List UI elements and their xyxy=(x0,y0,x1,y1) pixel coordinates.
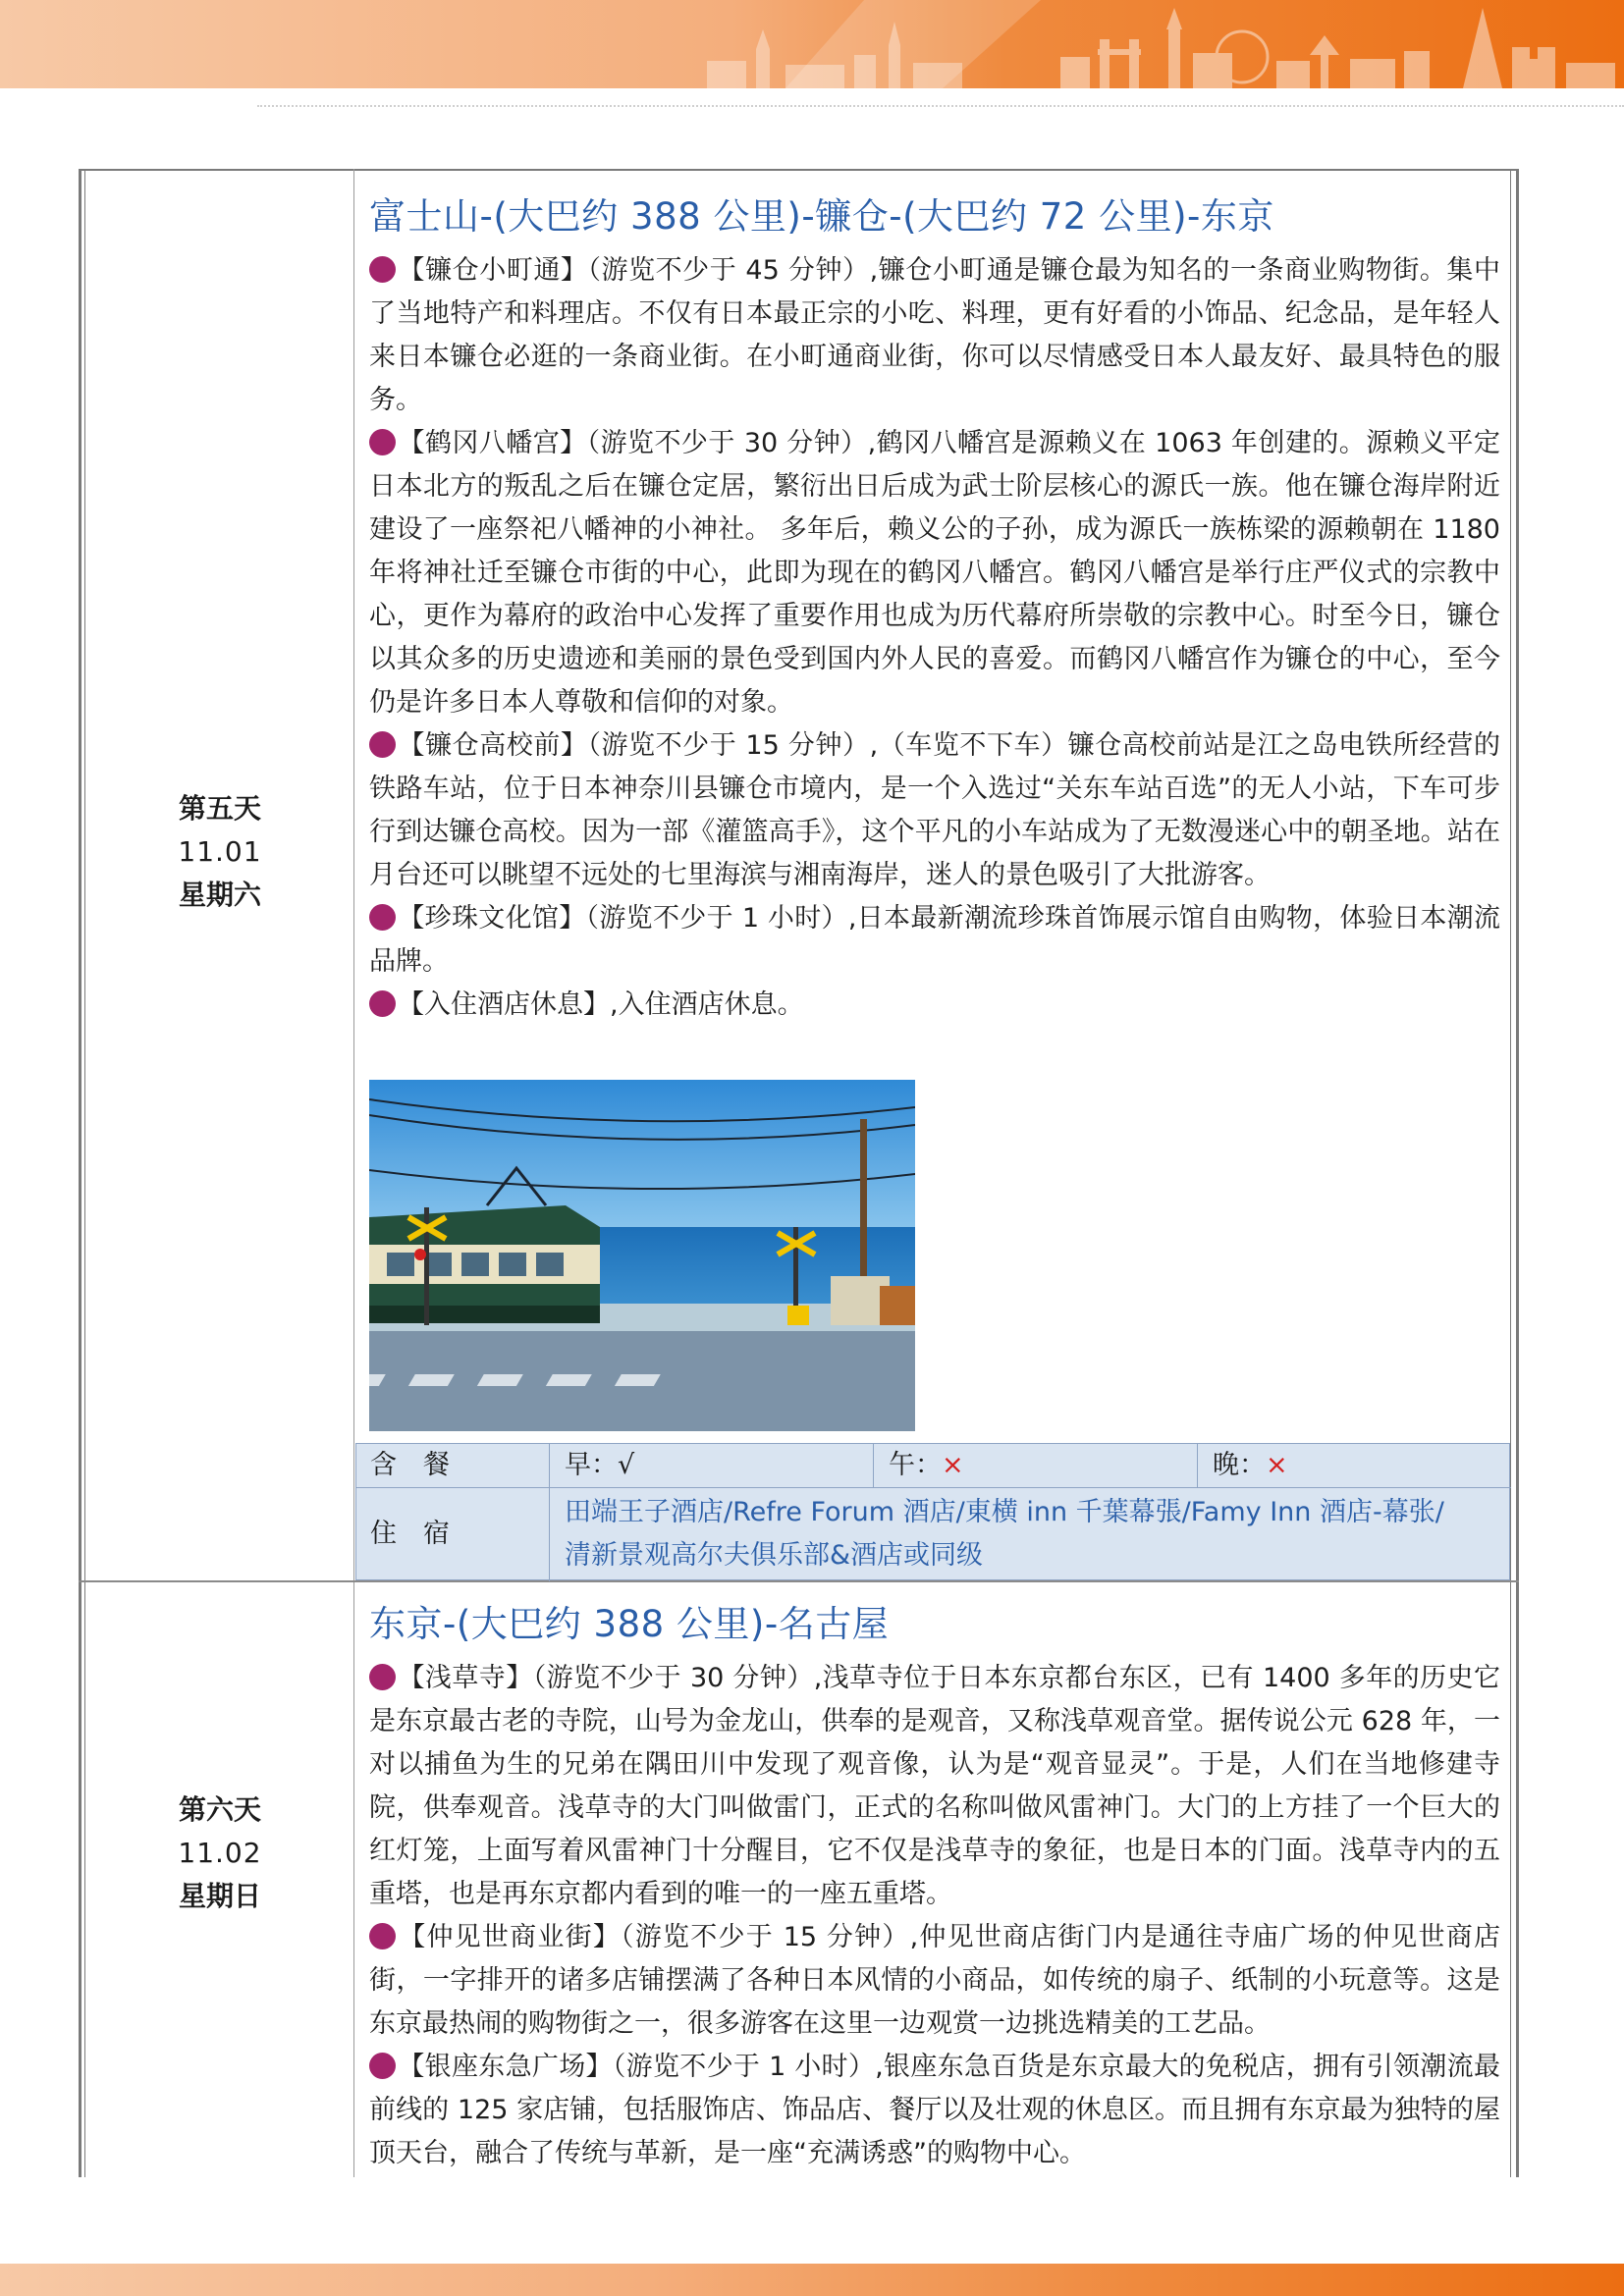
hotel-line: 清新景观高尔夫俱乐部&酒店或同级 xyxy=(565,1540,984,1571)
paragraph-text: 【鹤冈八幡宫】（游览不少于 30 分钟）,鹤冈八幡宫是源赖义在 1063 年创建的。源赖义平定日本北方的叛乱之后在镰仓定居，繁衍出日后成为武士阶层核心的源氏一族。他在镰仓海岸附近建设了一座祭祀八幡神的小神社。 多年后，赖义公的子孙，成为源氏一族栋梁的源赖朝在 1180 年将神社迁至镰仓市街的中心，此即为现在的鹤冈八幡宫。鹤冈八幡宫是举行庄严仪式的宗教中心，更作为幕府的政治中心发挥了重要作用也成为历代幕府所崇敬的宗教中心。时至今日，镰仓以其众多的历史遗迹和美丽的景色受到国内外人民的喜爱。而鹤冈八幡宫作为镰仓的中心，至今仍是许多日本人尊敬和信仰的对象。 xyxy=(369,428,1500,718)
city-skyline-icon xyxy=(0,0,1624,88)
day-content-5 xyxy=(369,187,1500,1027)
table-col-divider xyxy=(549,1444,550,1581)
frame-right-border xyxy=(1516,169,1519,2177)
cross-icon: × xyxy=(942,1450,964,1480)
frame-top-border xyxy=(79,169,1519,171)
lunch-cell xyxy=(889,1444,964,1487)
attraction-paragraph xyxy=(369,724,1500,897)
frame-left-border-inner xyxy=(84,169,85,2177)
bullet-icon xyxy=(369,2053,396,2079)
paragraph-text: 【浅草寺】（游览不少于 30 分钟）,浅草寺位于日本东京都台东区，已有 1400 多年的历史它是东京最古老的寺院，山号为金龙山，供奉的是观音，又称浅草观音堂。据传说公元 628 年，一对以捕鱼为生的兄弟在隅田川中发现了观音像，认为是“观音显灵”。于是，人们在当地修建寺院，供奉观音。浅草寺的大门叫做雷门，正式的名称叫做风雷神门。大门的上方挂了一个巨大的红灯笼，上面写着风雷神门十分醒目，它不仅是浅草寺的象征，也是日本的门面。浅草寺内的五重塔，也是再东京都内看到的唯一的一座五重塔。 xyxy=(369,1663,1500,1909)
dinner-cell xyxy=(1213,1444,1288,1487)
paragraph-text: 【珍珠文化馆】（游览不少于 1 小时）,日本最新潮流珍珠首饰展示馆自由购物，体验日本潮流品牌。 xyxy=(369,903,1500,977)
column-divider xyxy=(353,169,354,2177)
day-weekday: 星期日 xyxy=(178,1880,261,1912)
day-row-separator xyxy=(79,1580,1519,1582)
day-weekday: 星期六 xyxy=(178,879,261,911)
header-rule xyxy=(257,105,1624,107)
paragraph-text: 【仲见世商业街】（游览不少于 15 分钟）,仲见世商店街门内是通往寺庙广场的仲见世商店街，一字排开的诸多店铺摆满了各种日本风情的小商品，如传统的扇子、纸制的小玩意等。这是东京最热闹的购物街之一，很多游客在这里一边观赏一边挑选精美的工艺品。 xyxy=(369,1922,1500,2039)
itinerary-table xyxy=(79,169,1521,2177)
lunch-label: 午： xyxy=(889,1450,942,1480)
day-date: 11.01 xyxy=(178,835,262,868)
frame-left-border xyxy=(79,169,81,2177)
footer-band xyxy=(0,2264,1624,2296)
attraction-paragraph xyxy=(369,984,1500,1027)
meals-label: 含 餐 xyxy=(370,1450,450,1480)
bullet-icon xyxy=(369,429,396,455)
header-banner xyxy=(0,0,1624,88)
bullet-icon xyxy=(369,1664,396,1690)
bullet-icon xyxy=(369,1923,396,1949)
hotel-line: 田端王子酒店/Refre Forum 酒店/東横 inn 千葉幕張/Famy Inn 酒店-幕张/ xyxy=(565,1497,1444,1527)
frame-right-border-inner xyxy=(1510,169,1511,2177)
attraction-paragraph xyxy=(369,2046,1500,2175)
paragraph-text: 【镰仓高校前】（游览不少于 15 分钟）,（车览不下车）镰仓高校前站是江之岛电铁所经营的铁路车站，位于日本神奈川县镰仓市境内，是一个入选过“关东车站百选”的无人小站，下车可步行到达镰仓高校。因为一部《灌篮高手》，这个平凡的小车站成为了无数漫迷心中的朝圣地。站在月台还可以眺望不远处的七里海滨与湘南海岸，迷人的景色吸引了大批游客。 xyxy=(369,730,1500,890)
table-row-divider xyxy=(356,1487,1511,1488)
day-description xyxy=(369,249,1500,1027)
day-description xyxy=(369,1657,1500,2175)
breakfast-cell: 早：√ xyxy=(565,1450,635,1480)
attraction-paragraph xyxy=(369,249,1500,422)
bullet-icon xyxy=(369,256,396,283)
day-label-5 xyxy=(86,787,353,917)
day-date: 11.02 xyxy=(178,1837,262,1869)
day-title: 东京-(大巴约 388 公里)-名古屋 xyxy=(369,1603,890,1645)
attraction-paragraph xyxy=(369,1916,1500,2046)
paragraph-text: 【入住酒店休息】,入住酒店休息。 xyxy=(398,989,804,1020)
dinner-label: 晚： xyxy=(1213,1450,1266,1480)
hotel-label: 住 宿 xyxy=(370,1519,450,1549)
paragraph-text: 【镰仓小町通】（游览不少于 45 分钟）,镰仓小町通是镰仓最为知名的一条商业购物街。集中了当地特产和料理店。不仅有日本最正宗的小吃、料理，更有好看的小饰品、纪念品，是年轻人来日本镰仓必逛的一条商业街。在小町通商业街，你可以尽情感受日本人最友好、最具特色的服务。 xyxy=(369,255,1500,415)
attraction-paragraph xyxy=(369,422,1500,724)
hotel-list xyxy=(565,1491,1507,1577)
day-number: 第六天 xyxy=(178,1793,261,1826)
bullet-icon xyxy=(369,904,396,931)
meals-hotel-table xyxy=(355,1443,1510,1580)
attraction-paragraph xyxy=(369,897,1500,984)
day-number: 第五天 xyxy=(178,792,261,825)
day-content-6 xyxy=(369,1594,1500,2175)
bullet-icon xyxy=(369,990,396,1017)
day-label-6 xyxy=(86,1789,353,1918)
cross-icon: × xyxy=(1266,1450,1288,1480)
train-photo xyxy=(369,1080,915,1431)
table-col-divider xyxy=(1197,1444,1198,1487)
bullet-icon xyxy=(369,731,396,758)
day-title: 富士山-(大巴约 388 公里)-镰仓-(大巴约 72 公里)-东京 xyxy=(369,195,1274,238)
paragraph-text: 【银座东急广场】（游览不少于 1 小时）,银座东急百货是东京最大的免税店，拥有引领潮流最前线的 125 家店铺，包括服饰店、饰品店、餐厅以及壮观的休息区。而且拥有东京最为独特的屋顶天台，融合了传统与革新，是一座“充满诱惑”的购物中心。 xyxy=(369,2052,1500,2168)
attraction-paragraph xyxy=(369,1657,1500,1916)
table-col-divider xyxy=(873,1444,874,1487)
